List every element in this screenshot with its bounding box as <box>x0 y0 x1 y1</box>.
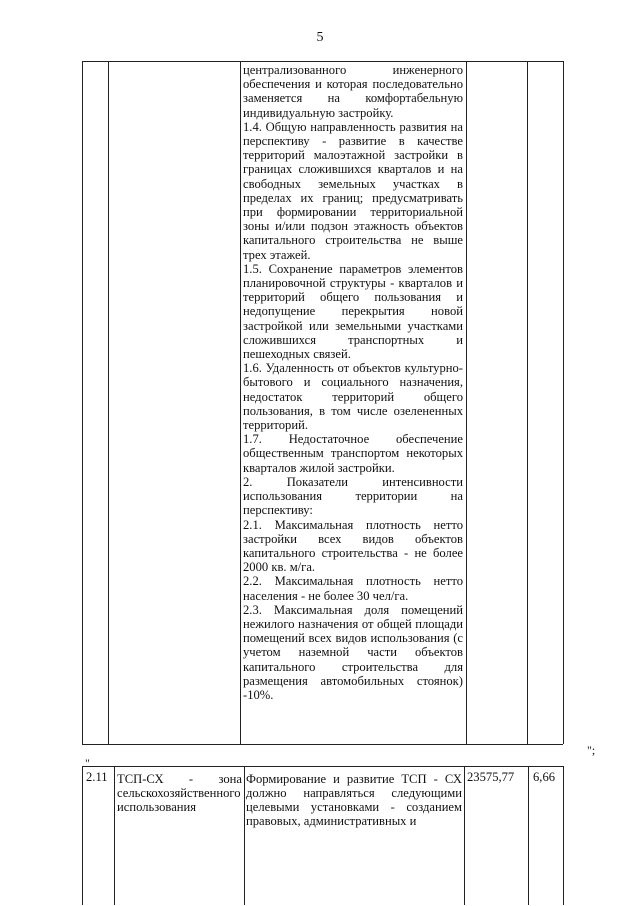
zone-name-rest: сельскохозяйственного использования <box>117 786 241 814</box>
close-quote: "; <box>587 743 596 757</box>
zone-name-cell <box>117 772 242 814</box>
table-top-border <box>82 61 563 62</box>
page-number: 5 <box>316 30 324 45</box>
zone-name-first-line <box>117 772 242 786</box>
table-col-line <box>466 61 467 744</box>
table-col-line <box>108 61 109 744</box>
zone-percent: 6,66 <box>533 770 556 784</box>
paragraph: 1.6. Удаленность от объектов культурно-бытового и социального назначения, недостаток территорий общего пользования, в том числе озелененных территорий. <box>243 361 463 433</box>
table-col-line <box>82 61 83 744</box>
zone-code: ТСП-СХ <box>117 772 164 786</box>
row-col-line <box>82 766 83 905</box>
row-number: 2.11 <box>86 770 108 784</box>
zone-area: 23575,77 <box>467 770 515 784</box>
paragraph: централизованного инженерного обеспечения и которая последовательно заменяется на комфортабельную индивидуальную застройку. <box>243 63 463 120</box>
table-col-line <box>240 61 241 744</box>
row-col-line <box>528 766 529 905</box>
paragraph: 1.7. Недостаточное обеспечение общественным транспортом некоторых кварталов жилой застройки. <box>243 432 463 475</box>
table-bottom-border <box>82 744 563 745</box>
table-col-line <box>563 61 564 744</box>
paragraph: 2.1. Максимальная плотность нетто застройки всех видов объектов капитального строительства - не более 2000 кв. м/га. <box>243 517 463 575</box>
paragraph: 2.3. Максимальная доля помещений нежилого назначения от общей площади помещений всех видов использования (с учетом наземной части объектов капитального строительства для размещения автомобильных стоянок) -10%. <box>243 602 463 702</box>
zone-description-cell: Формирование и развитие ТСП - СХ должно направляться следующими целевыми установками - созданием правовых, административных и <box>246 772 462 828</box>
row-col-line <box>114 766 115 905</box>
row-col-line <box>563 766 564 905</box>
zone-word: зона <box>218 772 242 786</box>
paragraph: 2. Показатели интенсивности использования территории на перспективу: <box>243 474 463 518</box>
paragraph: 2.2. Максимальная плотность нетто населения - не более 30 чел/га. <box>243 574 463 603</box>
paragraph: 1.5. Сохранение параметров элементов планировочной структуры - кварталов и территорий общего пользования и недопущение перекрытия новой застройкой или земельными участками сложившихся транспортных и пешеходных связей. <box>243 261 463 362</box>
zone-dash: - <box>188 772 194 786</box>
row-col-line <box>464 766 465 905</box>
paragraph: 1.4. Общую направленность развития на перспективу - развитие в качестве территорий малоэтажной застройки в границах сложившихся кварталов и на свободных земельных участках в пределах их границ; предусматривать при формировании территориальной зоны и/или подзон этажность объектов капитального строительства не выше трех этажей. <box>243 119 463 262</box>
row-col-line <box>244 766 245 905</box>
table-col-line <box>527 61 528 744</box>
continued-description-cell <box>243 63 463 702</box>
open-quote: " <box>85 756 90 770</box>
